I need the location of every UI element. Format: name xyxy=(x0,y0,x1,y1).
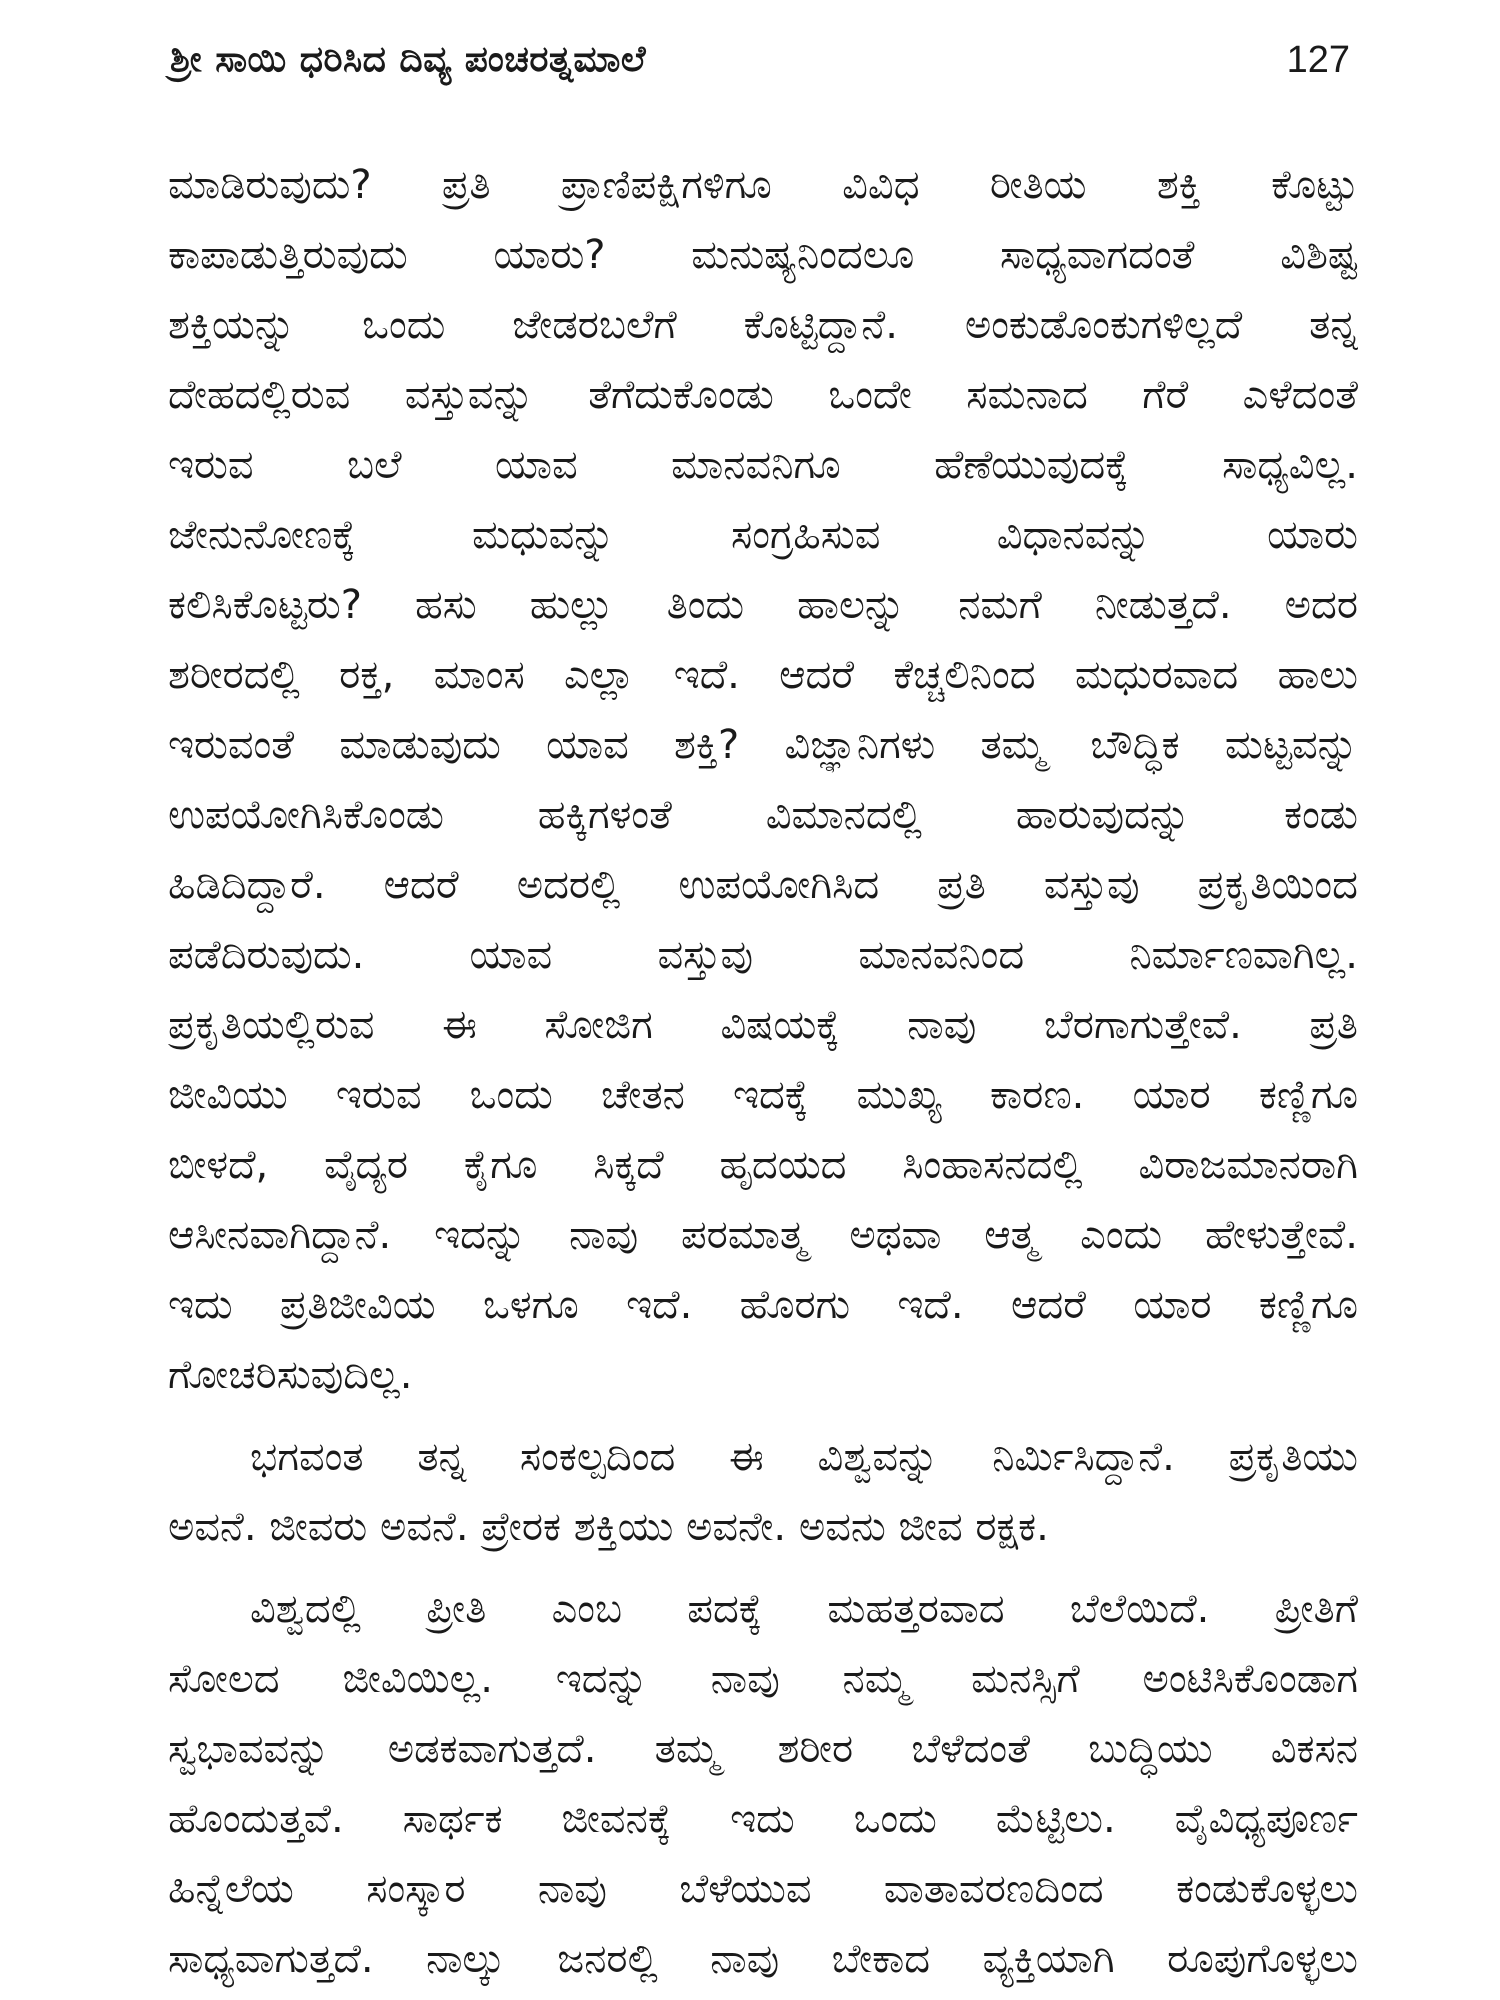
text-line: ಸ್ವಭಾವವನ್ನು ಅಡಕವಾಗುತ್ತದೆ. ತಮ್ಮ ಶರೀರ ಬೆಳೆದಂತೆ ಬುದ್ಧಿಯು ವಿಕಸನ xyxy=(168,1726,1358,1772)
paragraph-gap xyxy=(168,1562,1358,1574)
text-line: ವಿಶ್ವದಲ್ಲಿ ಪ್ರೀತಿ ಎಂಬ ಪದಕ್ಕೆ ಮಹತ್ತರವಾದ ಬೆಲೆಯಿದೆ. ಪ್ರೀತಿಗೆ xyxy=(250,1586,1358,1632)
text-line: ಶಕ್ತಿಯನ್ನು ಒಂದು ಜೇಡರಬಲೆಗೆ ಕೊಟ್ಟಿದ್ದಾನೆ. ಅಂಕುಡೊಂಕುಗಳಿಲ್ಲದೆ ತನ್ನ xyxy=(168,302,1358,348)
paragraph-gap xyxy=(168,1410,1358,1422)
text-line: ಅವನೆ. ಜೀವರು ಅವನೆ. ಪ್ರೇರಕ ಶಕ್ತಿಯು ಅವನೇ. ಅವನು ಜೀವ ರಕ್ಷಕ. xyxy=(168,1504,1049,1550)
page-number: 127 xyxy=(1286,38,1350,81)
text-line: ಭಗವಂತ ತನ್ನ ಸಂಕಲ್ಪದಿಂದ ಈ ವಿಶ್ವವನ್ನು ನಿರ್ಮಿಸಿದ್ದಾನೆ. ಪ್ರಕೃತಿಯು xyxy=(250,1434,1358,1480)
running-title: ಶ್ರೀ ಸಾಯಿ ಧರಿಸಿದ ದಿವ್ಯ ಪಂಚರತ್ನಮಾಲೆ xyxy=(170,39,647,80)
text-line: ಪ್ರಕೃತಿಯಲ್ಲಿರುವ ಈ ಸೋಜಿಗ ವಿಷಯಕ್ಕೆ ನಾವು ಬೆರಗಾಗುತ್ತೇವೆ. ಪ್ರತಿ xyxy=(168,1002,1358,1048)
text-line: ಜೀವಿಯು ಇರುವ ಒಂದು ಚೇತನ ಇದಕ್ಕೆ ಮುಖ್ಯ ಕಾರಣ. ಯಾರ ಕಣ್ಣಿಗೂ xyxy=(168,1072,1358,1118)
body-text xyxy=(168,150,1358,1994)
text-line: ಮಾಡಿರುವುದು? ಪ್ರತಿ ಪ್ರಾಣಿಪಕ್ಷಿಗಳಿಗೂ ವಿವಿಧ ರೀತಿಯ ಶಕ್ತಿ ಕೊಟ್ಟು xyxy=(168,162,1358,208)
text-line: ಹಿನ್ನೆಲೆಯ ಸಂಸ್ಕಾರ ನಾವು ಬೆಳೆಯುವ ವಾತಾವರಣದಿಂದ ಕಂಡುಕೊಳ್ಳಲು xyxy=(168,1866,1358,1912)
text-line: ಆಸೀನವಾಗಿದ್ದಾನೆ. ಇದನ್ನು ನಾವು ಪರಮಾತ್ಮ ಅಥವಾ ಆತ್ಮ ಎಂದು ಹೇಳುತ್ತೇವೆ. xyxy=(168,1212,1358,1258)
text-line: ಇರುವ ಬಲೆ ಯಾವ ಮಾನವನಿಗೂ ಹೆಣೆಯುವುದಕ್ಕೆ ಸಾಧ್ಯವಿಲ್ಲ. xyxy=(168,442,1358,488)
text-line: ಉಪಯೋಗಿಸಿಕೊಂಡು ಹಕ್ಕಿಗಳಂತೆ ವಿಮಾನದಲ್ಲಿ ಹಾರುವುದನ್ನು ಕಂಡು xyxy=(168,792,1358,838)
running-header xyxy=(170,30,1350,90)
text-line: ಕಾಪಾಡುತ್ತಿರುವುದು ಯಾರು? ಮನುಷ್ಯನಿಂದಲೂ ಸಾಧ್ಯವಾಗದಂತೆ ವಿಶಿಷ್ಟ xyxy=(168,232,1358,278)
paragraph-3 xyxy=(168,1574,1358,1994)
text-line: ಸೋಲದ ಜೀವಿಯಿಲ್ಲ. ಇದನ್ನು ನಾವು ನಮ್ಮ ಮನಸ್ಸಿಗೆ ಅಂಟಿಸಿಕೊಂಡಾಗ xyxy=(168,1656,1358,1702)
text-line: ಜೇನುನೋಣಕ್ಕೆ ಮಧುವನ್ನು ಸಂಗ್ರಹಿಸುವ ವಿಧಾನವನ್ನು ಯಾರು xyxy=(168,512,1358,558)
text-line: ಗೋಚರಿಸುವುದಿಲ್ಲ. xyxy=(168,1352,413,1398)
paragraph-2 xyxy=(168,1422,1358,1562)
paragraph-1 xyxy=(168,150,1358,1410)
text-line: ಶರೀರದಲ್ಲಿ ರಕ್ತ, ಮಾಂಸ ಎಲ್ಲಾ ಇದೆ. ಆದರೆ ಕೆಚ್ಚಲಿನಿಂದ ಮಧುರವಾದ ಹಾಲು xyxy=(168,652,1358,698)
text-line: ಇರುವಂತೆ ಮಾಡುವುದು ಯಾವ ಶಕ್ತಿ? ವಿಜ್ಞಾನಿಗಳು ತಮ್ಮ ಬೌದ್ಧಿಕ ಮಟ್ಟವನ್ನು xyxy=(168,722,1358,768)
text-line: ದೇಹದಲ್ಲಿರುವ ವಸ್ತುವನ್ನು ತೆಗೆದುಕೊಂಡು ಒಂದೇ ಸಮನಾದ ಗೆರೆ ಎಳೆದಂತೆ xyxy=(168,372,1358,418)
text-line: ಪಡೆದಿರುವುದು. ಯಾವ ವಸ್ತುವು ಮಾನವನಿಂದ ನಿರ್ಮಾಣವಾಗಿಲ್ಲ. xyxy=(168,932,1358,978)
text-line: ಹಿಡಿದಿದ್ದಾರೆ. ಆದರೆ ಅದರಲ್ಲಿ ಉಪಯೋಗಿಸಿದ ಪ್ರತಿ ವಸ್ತುವು ಪ್ರಕೃತಿಯಿಂದ xyxy=(168,862,1358,908)
text-line: ಸಾಧ್ಯವಾಗುತ್ತದೆ. ನಾಲ್ಕು ಜನರಲ್ಲಿ ನಾವು ಬೇಕಾದ ವ್ಯಕ್ತಿಯಾಗಿ ರೂಪುಗೊಳ್ಳಲು xyxy=(168,1936,1358,1982)
text-line: ಬೀಳದೆ, ವೈದ್ಯರ ಕೈಗೂ ಸಿಕ್ಕದೆ ಹೃದಯದ ಸಿಂಹಾಸನದಲ್ಲಿ ವಿರಾಜಮಾನರಾಗಿ xyxy=(168,1142,1358,1188)
text-line: ಹೊಂದುತ್ತವೆ. ಸಾರ್ಥಕ ಜೀವನಕ್ಕೆ ಇದು ಒಂದು ಮೆಟ್ಟಿಲು. ವೈವಿಧ್ಯಪೂರ್ಣ xyxy=(168,1796,1358,1842)
text-line: ಕಲಿಸಿಕೊಟ್ಟರು? ಹಸು ಹುಲ್ಲು ತಿಂದು ಹಾಲನ್ನು ನಮಗೆ ನೀಡುತ್ತದೆ. ಅದರ xyxy=(168,582,1358,628)
text-line: ಇದು ಪ್ರತಿಜೀವಿಯ ಒಳಗೂ ಇದೆ. ಹೊರಗು ಇದೆ. ಆದರೆ ಯಾರ ಕಣ್ಣಿಗೂ xyxy=(168,1282,1358,1328)
